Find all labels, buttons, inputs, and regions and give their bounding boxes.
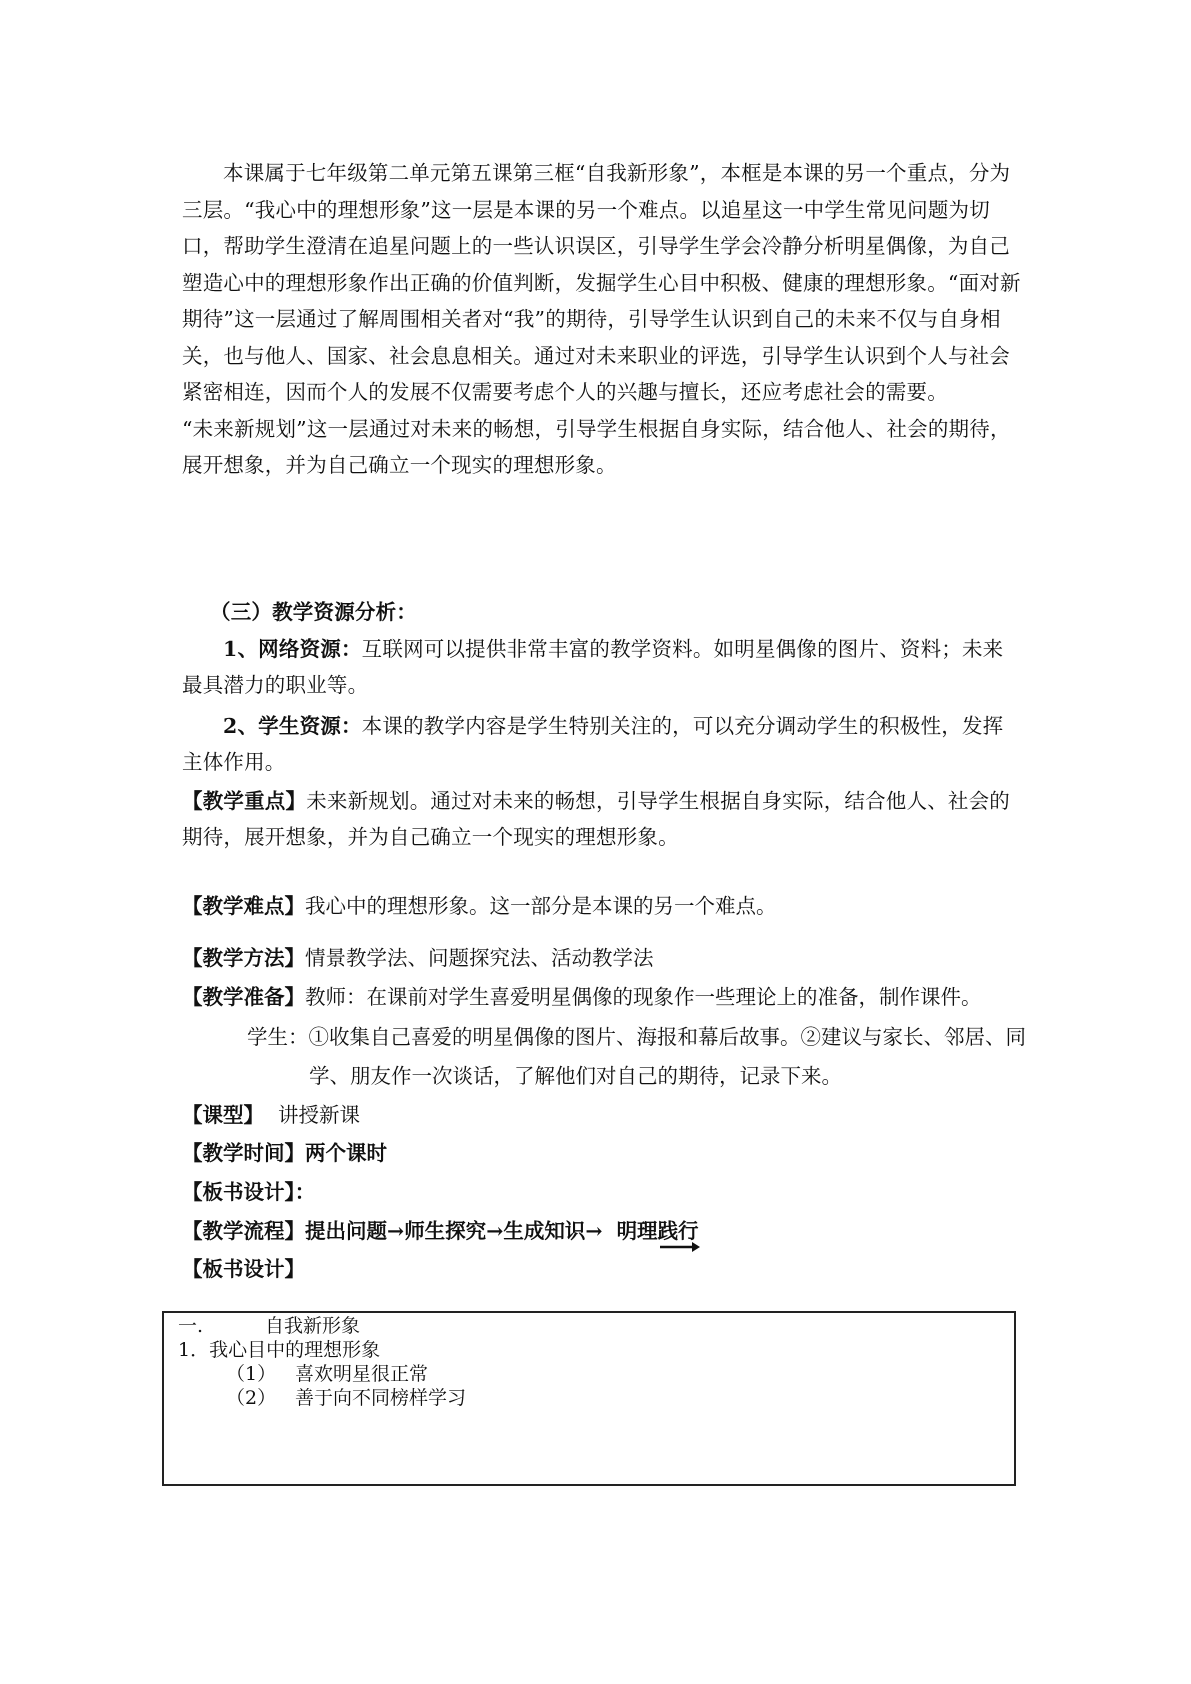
teaching-difficulty-label: 【教学难点】 [182, 894, 305, 918]
intro-paragraph-2: “未来新规划”这一层通过对未来的畅想，引导学生根据自身实际，结合他人、社会的期待，展开想象，并为自己确立一个现实的理想形象。 [182, 416, 1011, 477]
teaching-prep-teacher-text: 教师：在课前对学生喜爱明星偶像的现象作一些理论上的准备，制作课件。 [305, 985, 982, 1009]
teaching-prep-student-line-2: 学、朋友作一次谈话，了解他们对自己的期待，记录下来。 [309, 1064, 842, 1088]
flow-step-4-b: 践行 [657, 1219, 699, 1243]
teaching-method-text: 情景教学法、问题探究法、活动教学法 [305, 946, 654, 970]
board-line-4-num: （2） [226, 1387, 277, 1409]
board-design-line-2 [182, 1251, 1022, 1287]
course-type-label: 【课型】 [182, 1103, 264, 1127]
teaching-method-line [182, 940, 1022, 976]
intro-paragraph-1: 本课属于七年级第二单元第五课第三框“自我新形象”，本框是本课的另一个重点，分为三层。“我心中的理想形象”这一层是本课的另一个难点。以追星这一中学生常见问题为切口，帮助学生澄清在追星问题上的一些认识误区，引导学生学会冷静分析明星偶像，为自己塑造心中的理想形象作出正确的价值判断，发掘学生心目中积极、健康的理想形象。“面对新期待”这一层通过了解周围相关者对“我”的期待，引导学生认识到自己的未来不仅与自身相关，也与他人、国家、社会息息相关。通过对未来职业的评选，引导学生认识到个人与社会紧密相连，因而个人的发展不仅需要考虑个人的兴趣与擅长，还应考虑社会的需要。 [182, 161, 1021, 404]
teaching-flow-label: 【教学流程】 [182, 1219, 305, 1243]
flow-arrow-icon: → [486, 1219, 504, 1243]
intro-section [182, 155, 1022, 484]
board-line-1-text: 自我新形象 [265, 1315, 361, 1337]
flow-step-2: 师生探究 [404, 1219, 487, 1243]
teaching-focus-text: 未来新规划。通过对未来的畅想，引导学生根据自身实际，结合他人、社会的期待，展开想象，并为自己确立一个现实的理想形象。 [182, 788, 1011, 849]
flow-step-3: 生成知识 [503, 1219, 586, 1243]
resources-section [182, 594, 1022, 856]
student-resources-label: 2、学生资源： [223, 713, 362, 738]
teaching-time-label: 【教学时间】 [182, 1141, 305, 1165]
board-design-label-2: 【板书设计】 [182, 1257, 305, 1281]
teaching-method-label: 【教学方法】 [182, 946, 305, 970]
board-line-2: 1．我心目中的理想形象 [178, 1339, 381, 1361]
student-resources-text: 本课的教学内容是学生特别关注的，可以充分调动学生的积极性，发挥主体作用。 [182, 713, 1004, 774]
resources-heading: （三）教学资源分析： [210, 600, 417, 624]
flow-arrow-icon: → [387, 1219, 405, 1243]
teaching-focus-label: 【教学重点】 [182, 788, 307, 813]
teaching-focus-paragraph [182, 783, 1022, 856]
board-design-line-1 [182, 1174, 1022, 1210]
teaching-prep-student-line-1: 学生：①收集自己喜爱的明星偶像的图片、海报和幕后故事。②建议与家长、邻居、同 [247, 1025, 1026, 1049]
teaching-difficulty-line [182, 888, 1022, 924]
teaching-time-text: 两个课时 [305, 1141, 387, 1165]
teaching-difficulty-text: 我心中的理想形象。这一部分是本课的另一个难点。 [305, 894, 777, 918]
network-resources-text: 互联网可以提供非常丰富的教学资料。如明星偶像的图片、资料；未来最具潜力的职业等。 [182, 636, 1004, 697]
course-type-text: 讲授新课 [278, 1103, 360, 1127]
student-resources-paragraph [182, 708, 1022, 781]
flow-arrow-icon: → [585, 1219, 603, 1243]
board-line-4-text: 善于向不同榜样学习 [295, 1387, 467, 1409]
board-design-label-1: 【板书设计】 [182, 1180, 295, 1204]
network-resources-paragraph [182, 631, 1022, 704]
teaching-time-line [182, 1135, 1022, 1171]
board-design-box [162, 1311, 1016, 1486]
board-line-3-text: 喜欢明星很正常 [295, 1363, 429, 1385]
flow-step-4-a: 明理 [616, 1219, 658, 1243]
board-line-3-num: （1） [226, 1363, 277, 1385]
teaching-prep-line [182, 979, 1022, 1015]
board-design-colon: ： [294, 1180, 316, 1204]
network-resources-label: 1、网络资源： [223, 636, 362, 661]
flow-step-1: 提出问题 [305, 1219, 387, 1243]
flow-step-4-b-wrapper [658, 1213, 699, 1249]
course-type-line [182, 1097, 1022, 1133]
teaching-prep-label: 【教学准备】 [182, 985, 305, 1009]
teaching-flow-line [182, 1213, 1022, 1249]
board-line-1-num: 一. [178, 1315, 204, 1337]
